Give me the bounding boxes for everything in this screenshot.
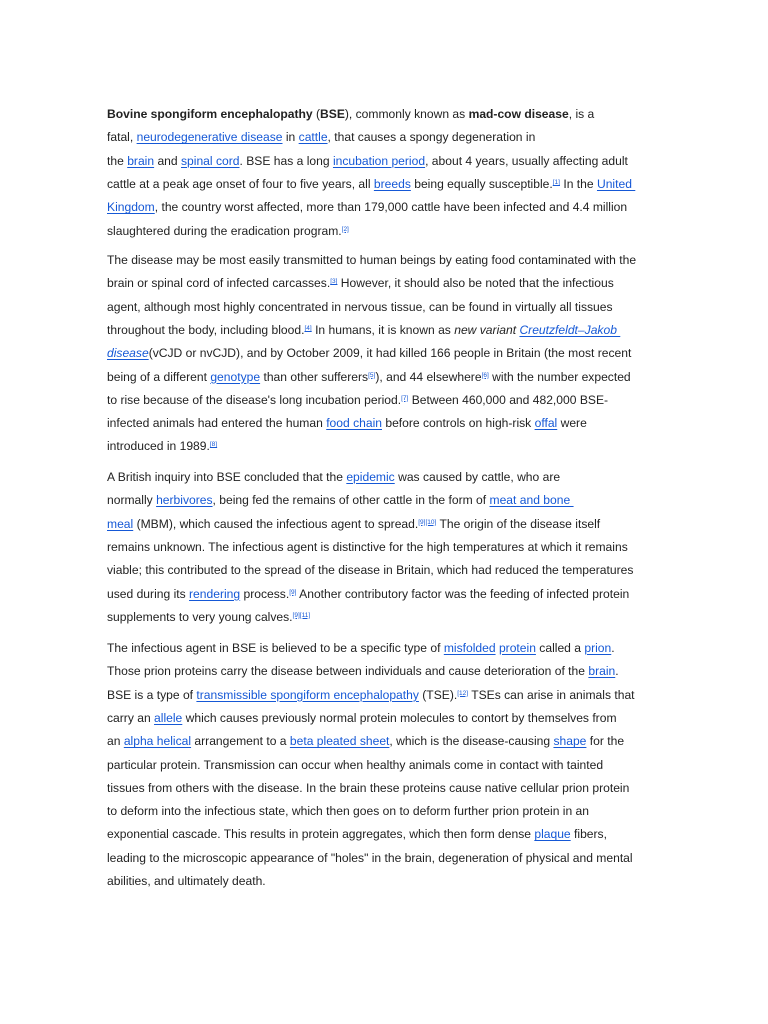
body-text: However, it should also be noted that the infectious bbox=[337, 276, 614, 291]
body-text: throughout the body, including blood. bbox=[107, 322, 305, 337]
article-link[interactable]: epidemic bbox=[346, 470, 395, 484]
article-link[interactable]: protein bbox=[498, 641, 536, 655]
body-text: cattle at a peak age onset of four to five years, all bbox=[107, 176, 374, 191]
text-line bbox=[107, 196, 667, 218]
text-line bbox=[107, 412, 667, 434]
article-link[interactable]: prion bbox=[584, 641, 612, 655]
text-line bbox=[107, 513, 667, 535]
citation-link[interactable]: [8] bbox=[209, 441, 218, 449]
body-text: The origin of the disease itself bbox=[436, 516, 601, 531]
article-link[interactable]: Kingdom bbox=[107, 200, 155, 215]
body-text: Another contributory factor was the feeding of infected protein bbox=[296, 586, 630, 601]
citation-link[interactable]: [9] bbox=[418, 518, 426, 526]
body-text: BSE is a type of bbox=[107, 687, 197, 702]
text-line bbox=[107, 637, 667, 659]
text-line bbox=[107, 342, 667, 364]
bold-term: Bovine spongiform encephalopathy bbox=[107, 107, 313, 121]
body-text: The disease may be most easily transmitted to human beings by eating food contaminated with the bbox=[107, 253, 637, 267]
body-text: process. bbox=[240, 586, 290, 601]
text-line bbox=[107, 389, 667, 411]
text-line bbox=[107, 777, 667, 799]
body-text: arrangement to a bbox=[191, 734, 290, 749]
body-text: . bbox=[615, 664, 619, 679]
body-text: A British inquiry into BSE concluded that the bbox=[107, 470, 347, 484]
article-link[interactable]: breeds bbox=[373, 176, 411, 191]
citation-superscript bbox=[482, 372, 489, 379]
citation-link[interactable]: [9] bbox=[289, 588, 297, 596]
article-link[interactable]: brain bbox=[127, 153, 155, 168]
article-link[interactable]: offal bbox=[534, 416, 558, 431]
article-link[interactable]: Creutzfeldt–Jakob bbox=[519, 322, 621, 337]
citation-link[interactable]: [1] bbox=[552, 178, 560, 186]
body-text: with the number expected bbox=[488, 369, 631, 384]
bold-term: mad-cow disease bbox=[468, 107, 569, 121]
body-text: brain or spinal cord of infected carcasses. bbox=[107, 276, 331, 291]
text-line bbox=[107, 870, 667, 892]
body-text: to deform into the infectious state, which then goes on to deform further prion protein in an bbox=[107, 804, 590, 819]
body-text: , is a bbox=[568, 107, 595, 121]
body-text: which causes previously normal protein molecules to contort by themselves from bbox=[182, 710, 617, 725]
citation-link[interactable]: [10] bbox=[425, 518, 437, 526]
body-text: , being fed the remains of other cattle in the form of bbox=[212, 493, 490, 508]
citation-superscript bbox=[289, 589, 296, 596]
citation-link[interactable]: [11] bbox=[299, 611, 311, 619]
citation-link[interactable]: [2] bbox=[341, 225, 349, 233]
citation-superscript bbox=[342, 226, 349, 233]
text-line bbox=[107, 754, 667, 776]
bold-term: BSE bbox=[320, 107, 345, 121]
text-line bbox=[107, 173, 667, 195]
body-text: , which is the disease-causing bbox=[389, 734, 554, 749]
text-line bbox=[107, 150, 667, 172]
body-text: an bbox=[107, 734, 124, 749]
body-text: TSEs can arise in animals that bbox=[468, 687, 635, 702]
citation-link[interactable]: [9] bbox=[292, 611, 300, 619]
body-text: ), commonly known as bbox=[344, 107, 469, 121]
body-text: normally bbox=[107, 493, 157, 508]
text-line bbox=[107, 319, 667, 341]
body-text: in bbox=[282, 130, 299, 145]
text-line bbox=[107, 103, 667, 125]
body-text: ), and 44 elsewhere bbox=[375, 369, 482, 384]
article-link[interactable]: cattle bbox=[298, 130, 328, 145]
body-text: and bbox=[154, 153, 181, 168]
body-text: (TSE). bbox=[418, 687, 458, 702]
citation-superscript bbox=[304, 325, 311, 332]
citation-superscript bbox=[330, 278, 337, 285]
text-line bbox=[107, 707, 667, 729]
body-text: fatal, bbox=[107, 130, 137, 145]
article-link[interactable]: misfolded bbox=[443, 641, 496, 655]
body-text: The infectious agent in BSE is believed to be a specific type of bbox=[107, 641, 444, 655]
text-line bbox=[107, 730, 667, 752]
body-text: Those prion proteins carry the disease between individuals and cause deterioration of the bbox=[107, 664, 589, 679]
article-link[interactable]: spinal cord bbox=[181, 153, 240, 168]
body-text: the bbox=[107, 153, 128, 168]
body-text: leading to the microscopic appearance of "holes" in the brain, degeneration of physical and mental bbox=[107, 850, 633, 865]
text-line bbox=[107, 249, 667, 271]
text-line bbox=[107, 536, 667, 558]
text-line bbox=[107, 296, 667, 318]
article-link[interactable]: disease bbox=[107, 346, 149, 361]
body-text: abilities, and ultimately death. bbox=[107, 874, 266, 888]
body-text: viable; this contributed to the spread of the disease in Britain, which had reduced the temperatures bbox=[107, 563, 634, 578]
body-text: remains unknown. The infectious agent is distinctive for the high temperatures at which it remains bbox=[107, 539, 628, 554]
citation-superscript bbox=[457, 690, 468, 697]
text-line bbox=[107, 489, 667, 511]
text-line bbox=[107, 800, 667, 822]
article-link[interactable]: plaque bbox=[534, 827, 571, 842]
text-line bbox=[107, 684, 667, 706]
article-link[interactable]: neurodegenerative disease bbox=[136, 130, 283, 145]
text-line bbox=[107, 847, 667, 869]
text-line bbox=[107, 660, 667, 682]
body-text: agent, although most highly concentrated in nervous tissue, can be found in virtually all tissues bbox=[107, 299, 613, 314]
text-line bbox=[107, 559, 667, 581]
body-text: exponential cascade. This results in protein aggregates, which then form dense bbox=[107, 827, 535, 842]
body-text: to rise because of the disease's long incubation period. bbox=[107, 392, 402, 407]
text-line bbox=[107, 583, 667, 605]
citation-superscript bbox=[553, 179, 560, 186]
citation-superscript bbox=[368, 372, 375, 379]
article-link[interactable]: United bbox=[596, 176, 636, 191]
text-line bbox=[107, 220, 667, 242]
body-text: (MBM), which caused the infectious agent to spread. bbox=[133, 516, 419, 531]
article-link[interactable]: shape bbox=[553, 734, 587, 749]
body-text: supplements to very young calves. bbox=[107, 609, 293, 624]
body-text: called a bbox=[535, 641, 585, 655]
article-link[interactable]: herbivores bbox=[156, 493, 213, 508]
text-line bbox=[107, 272, 667, 294]
citation-superscript bbox=[293, 612, 300, 619]
body-text: tissues from others with the disease. In the brain these proteins cause native cellular prion protein bbox=[107, 780, 630, 795]
text-line bbox=[107, 823, 667, 845]
body-text: Between 460,000 and 482,000 BSE- bbox=[408, 392, 609, 407]
citation-link[interactable]: [5] bbox=[368, 371, 376, 379]
article-link[interactable]: alpha helical bbox=[123, 734, 192, 749]
body-text: , that causes a spongy degeneration in bbox=[327, 130, 536, 145]
citation-link[interactable]: [3] bbox=[330, 278, 338, 286]
body-text: , the country worst affected, more than 179,000 cattle have been infected and 4.4 million bbox=[154, 200, 628, 215]
body-text: before controls on high-risk bbox=[382, 416, 535, 431]
body-text: infected animals had entered the human bbox=[107, 416, 327, 431]
text-line bbox=[107, 435, 667, 457]
article-link[interactable]: transmissible spongiform encephalopathy bbox=[196, 687, 419, 702]
citation-superscript bbox=[210, 441, 217, 448]
body-text: In humans, it is known as bbox=[311, 322, 455, 337]
citation-superscript bbox=[425, 519, 436, 526]
body-text: than other sufferers bbox=[260, 369, 369, 384]
article-link[interactable]: allele bbox=[154, 710, 183, 725]
body-text: . BSE has a long bbox=[239, 153, 333, 168]
text-line bbox=[107, 606, 667, 628]
citation-superscript bbox=[401, 395, 408, 402]
body-text: were bbox=[557, 416, 587, 431]
body-text: was caused by cattle, who are bbox=[394, 470, 561, 484]
citation-link[interactable]: [7] bbox=[401, 394, 409, 402]
body-text: fibers, bbox=[570, 827, 607, 842]
article-link[interactable]: incubation period bbox=[332, 153, 426, 168]
body-text: (vCJD or nvCJD), and by October 2009, it had killed 166 people in Britain (the most recent bbox=[148, 346, 632, 361]
body-text: for the bbox=[586, 734, 625, 749]
body-text: used during its bbox=[107, 586, 190, 601]
article-link[interactable]: brain bbox=[588, 664, 616, 679]
body-text: In the bbox=[559, 176, 597, 191]
citation-superscript bbox=[300, 612, 310, 619]
body-text: , about 4 years, usually affecting adult bbox=[425, 153, 628, 168]
body-text: being of a different bbox=[107, 369, 211, 384]
citation-link[interactable]: [4] bbox=[304, 324, 312, 332]
article-link[interactable]: meal bbox=[107, 516, 134, 531]
text-line bbox=[107, 126, 667, 148]
italic-text: new variant bbox=[454, 322, 520, 337]
body-text: . bbox=[611, 641, 615, 655]
body-text: particular protein. Transmission can occur when healthy animals come in contact with tainted bbox=[107, 757, 604, 772]
citation-link[interactable]: [12] bbox=[457, 689, 469, 697]
article-link[interactable]: beta pleated sheet bbox=[289, 734, 390, 749]
article-link[interactable]: food chain bbox=[326, 416, 382, 431]
body-text: introduced in 1989. bbox=[107, 439, 210, 454]
text-line bbox=[107, 366, 667, 388]
body-text: slaughtered during the eradication program. bbox=[107, 223, 342, 238]
body-text: ( bbox=[312, 107, 321, 121]
body-text: carry an bbox=[107, 710, 155, 725]
citation-link[interactable]: [6] bbox=[481, 371, 489, 379]
text-line bbox=[107, 466, 667, 488]
article-link[interactable]: meat and bone bbox=[489, 493, 574, 508]
article-link[interactable]: genotype bbox=[210, 369, 261, 384]
article-link[interactable]: rendering bbox=[189, 586, 241, 601]
body-text: being equally susceptible. bbox=[410, 176, 553, 191]
